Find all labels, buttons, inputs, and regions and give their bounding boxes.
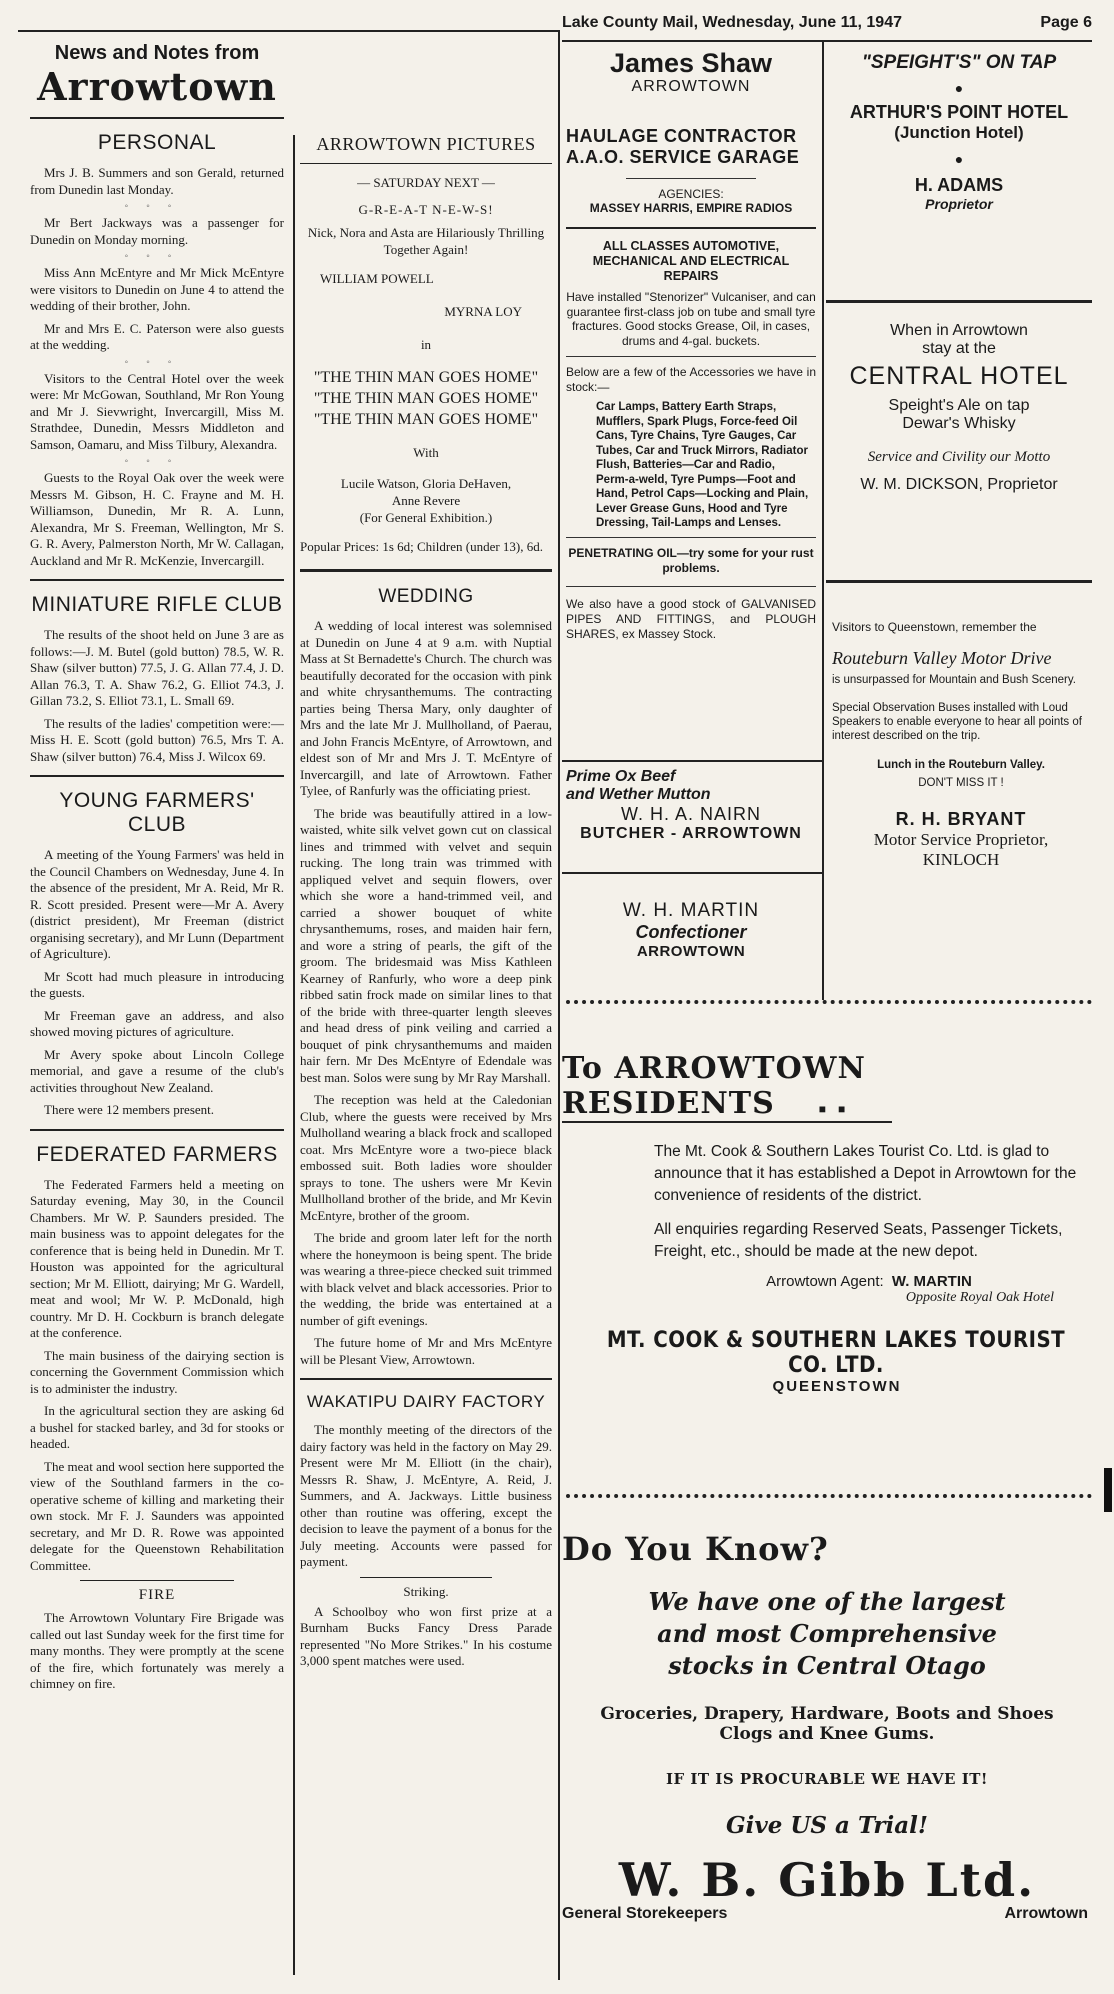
section-rule bbox=[360, 1577, 492, 1578]
masthead bbox=[562, 14, 1092, 40]
central-owner: W. M. DICKSON, Proprietor bbox=[860, 476, 1058, 493]
pictures-cast-1: Lucile Watson, Gloria DeHaven, bbox=[340, 476, 512, 491]
rule bbox=[566, 227, 816, 229]
title-line-1: News and Notes from bbox=[54, 42, 260, 64]
pictures-nick: Nick, Nora and Asta are Hilariously Thrilling Together Again! bbox=[307, 225, 545, 257]
rifle-p1: The results of the shoot held on June 3 are as follows:—J. M. Butel (gold button) 78.5, W. R. Shaw (silver button) 77.5, J. G. Allan 77.4, J. D. Allan 76.3, T. A. Shaw 76.2, G. Elliot 74.3, J. Gillan 73.2, S. Elliot 73.1, L. Small 69. bbox=[30, 627, 284, 708]
pictures-actor-1: WILLIAM POWELL bbox=[320, 271, 434, 286]
routeburn-visitors: Visitors to Queenstown, remember the bbox=[832, 620, 1037, 634]
fire-heading: FIRE bbox=[138, 1587, 176, 1603]
title-line-2: Arrowtown bbox=[37, 64, 277, 109]
shaw-accessories: Car Lamps, Battery Earth Straps, Mufflers, Spark Plugs, Force-feed Oil Cans, Tyre Chains, Tyre Gauges, Car Tubes, Car and Truck Mirrors, Radiator Flush, Batteries—Car and Radio, Perm-a-weld, Tyre Pumps—Foot and Hand, Petrol Caps—Locking and Plain, Lever Grease Guns, Hood and Tyre Dressing, Tail-Lamps and Lenses. bbox=[596, 401, 809, 529]
dairy-p1: The monthly meeting of the directors of the dairy factory was held in the factory on May 29. Present were Mr M. Elliott (in the chair), Messrs R. Shaw, J. McEntyre, A. Reid, J. Summers, and A. Jackways. Little business other than routine was offering, except the decision to leave the payment of a bonus for the July meeting. Accounts were passed for payment. bbox=[300, 1422, 552, 1569]
ornament: ◦◦◦ bbox=[124, 356, 190, 368]
wedding-p2: The bride was beautifully attired in a low-waisted, white silk velvet gown cut on classical lines and trimmed with velvet and sequin rucking. The long train was trimmed with appliqued velvet and sequin flowers, over which she wore a hand-trimmed veil, and carried a shower bouquet of white chrysanthemums, roses, and maiden hair fern, and wore a string of pearls, the gift of the groom. The bridesmaid was Miss Kathleen Kearney of Ranfurly, who wore a deep pink ribbed satin frock made on similar lines to that of the bride with three-quarter length sleeves and head dress of pink veiling and carried a bouquet of pink chrysanthemums and maiden hair fern. Mr Des McEntyre of Edendale was best man. Solos were sung by Mr Ray Marshall. bbox=[300, 805, 552, 1085]
residents-agent-name: W. MARTIN bbox=[891, 1273, 972, 1290]
column-2 bbox=[300, 130, 552, 1986]
shaw-haulage-2: A.A.O. SERVICE GARAGE bbox=[566, 147, 800, 167]
pictures-title-3: "THE THIN MAN GOES HOME" bbox=[313, 411, 539, 428]
pictures-heading: ARROWTOWN PICTURES bbox=[316, 134, 536, 154]
wedding-p3: The reception was held at the Caledonian Club, where the guests were received by Mrs Mulholland wearing a black frock and scalloped coat. Mrs McEntyre wore a two-piece black embossed suit. Both ladies wore shoulder sprays to tone. The ushers were Mr Kevin Mullholland brother of the bride, and Mr Kevin McEntyre, brother of the groom. bbox=[300, 1092, 552, 1223]
nairn-line-1: Prime Ox Beef bbox=[566, 768, 676, 785]
personal-section bbox=[30, 131, 284, 569]
gibb-line-3: stocks in Central Otago bbox=[668, 1651, 986, 1680]
routeburn-role: Motor Service Proprietor, bbox=[873, 830, 1049, 849]
federated-p2: The main business of the dairying section is concerning the Government Commission which is to administer the industry. bbox=[30, 1347, 284, 1396]
section-rule bbox=[300, 569, 552, 572]
pictures-saturday: — SATURDAY NEXT — bbox=[357, 175, 495, 190]
residents-p1: The Mt. Cook & Southern Lakes Tourist Co. Ltd. is glad to announce that it has established a Depot in Arrowtown for the convenience of residents of the district. bbox=[654, 1143, 1077, 1204]
gibb-goods-1: Groceries, Drapery, Hardware, Boots and Shoes bbox=[600, 1704, 1054, 1724]
pictures-actor-2: MYRNA LOY bbox=[444, 304, 522, 319]
hotel1-role: Proprietor bbox=[925, 196, 993, 212]
personal-p4: Mr and Mrs E. C. Paterson were also guests at the wedding. bbox=[30, 320, 284, 352]
shaw-agencies: AGENCIES: bbox=[658, 187, 724, 201]
central-motto: Service and Civility our Motto bbox=[867, 449, 1051, 465]
masthead-paper: Lake County Mail, Wednesday, June 11, 1947 bbox=[562, 14, 902, 31]
farmers-section bbox=[30, 789, 284, 1119]
farmers-p2: Mr Scott had much pleasure in introducing the guests. bbox=[30, 968, 284, 1000]
hotel1-owner: H. ADAMS bbox=[914, 175, 1004, 195]
nairn-name: W. H. A. NAIRN bbox=[620, 804, 762, 824]
gibb-line-2: and most Comprehensive bbox=[657, 1619, 997, 1648]
residents-advert bbox=[562, 1052, 1092, 1492]
rule bbox=[566, 356, 816, 357]
central-ale: Speight's Ale on tap bbox=[888, 397, 1030, 414]
routeburn-name: Routeburn Valley Motor Drive bbox=[832, 648, 1052, 668]
central-whisky: Dewar's Whisky bbox=[902, 415, 1016, 432]
shaw-name: James Shaw bbox=[609, 48, 773, 78]
pictures-cast-2: Anne Revere bbox=[391, 493, 461, 508]
nairn-line-2: and Wether Mutton bbox=[566, 786, 711, 803]
shaw-classes: ALL CLASSES AUTOMOTIVE, MECHANICAL AND ELECTRICAL REPAIRS bbox=[592, 239, 790, 283]
personal-p6: Guests to the Royal Oak over the week were Messrs M. Gibson, H. C. Frayne and M. H. Williamson, Dunedin, Mr R. A. Lunn, Alexandra, Mr S. Freeman, Wellington, Mr S. G. R. Avery, Palmerston North, Mr W. Callagan, Auckland and Mr R. McKenzie, Invercargill. bbox=[30, 470, 284, 568]
col-rule-1 bbox=[293, 135, 295, 1975]
ornament: ◦◦◦ bbox=[124, 251, 190, 262]
ornament: ◦◦◦ bbox=[124, 201, 190, 212]
rule bbox=[566, 537, 816, 538]
residents-agent-row bbox=[654, 1273, 1084, 1290]
shaw-haulage-1: HAULAGE CONTRACTOR bbox=[566, 126, 797, 146]
martin-town: ARROWTOWN bbox=[636, 943, 746, 960]
federated-section bbox=[30, 1143, 284, 1575]
rifle-heading: MINIATURE RIFLE CLUB bbox=[31, 593, 283, 616]
ad-rule bbox=[562, 872, 822, 874]
masthead-rule bbox=[562, 40, 1092, 42]
pictures-title-1: "THE THIN MAN GOES HOME" bbox=[313, 369, 539, 386]
ad-rule bbox=[562, 760, 822, 762]
wedding-p4: The bride and groom later left for the north where the honeymoon is being spent. The bride was wearing a three-piece checked suit trimmed with black velvet and black accessories. Prior to the wedding, the bride was entertained at a number of gift evenings. bbox=[300, 1230, 552, 1328]
gibb-footer bbox=[562, 1905, 1092, 1927]
pictures-title-2: "THE THIN MAN GOES HOME" bbox=[313, 390, 539, 407]
martin-trade: Confectioner bbox=[635, 922, 747, 942]
central-l2: stay at the bbox=[922, 340, 996, 357]
pictures-section bbox=[300, 136, 552, 555]
title-rule bbox=[30, 117, 284, 119]
routeburn-owner: R. H. BRYANT bbox=[895, 809, 1027, 829]
personal-p2: Mr Bert Jackways was a passenger for Dunedin on Monday morning. bbox=[30, 215, 284, 247]
pictures-rule bbox=[300, 163, 552, 164]
fire-p1: The Arrowtown Voluntary Fire Brigade was called out last Sunday week for the first time for many months. They were promptly at the scene of the fire, which fortunately was merely a chimney on fire. bbox=[30, 1610, 284, 1691]
edge-mark bbox=[1104, 1468, 1112, 1512]
section-title bbox=[30, 42, 284, 109]
farmers-p5: There were 12 members present. bbox=[44, 1102, 215, 1117]
nairn-advert bbox=[566, 768, 816, 868]
shaw-below: Below are a few of the Accessories we have in stock:— bbox=[566, 365, 816, 394]
section-rule bbox=[30, 775, 284, 777]
farmers-p3: Mr Freeman gave an address, and also showed moving pictures of agriculture. bbox=[30, 1007, 284, 1039]
hotel1-name: ARTHUR'S POINT HOTEL bbox=[849, 102, 1069, 122]
farmers-heading: YOUNG FARMERS' CLUB bbox=[59, 789, 255, 836]
ad-rule bbox=[826, 300, 1092, 303]
pictures-exhibition: (For General Exhibition.) bbox=[359, 510, 493, 525]
bullet-icon: ● bbox=[954, 151, 964, 167]
central-hotel-advert bbox=[828, 322, 1090, 562]
hotel1-sub: (Junction Hotel) bbox=[894, 123, 1024, 142]
masthead-page: Page 6 bbox=[1040, 14, 1092, 31]
top-rule-left bbox=[18, 30, 558, 32]
gibb-line-1: We have one of the largest bbox=[648, 1587, 1006, 1616]
striking-section bbox=[300, 1584, 552, 1670]
residents-opposite: Opposite Royal Oak Hotel bbox=[905, 1290, 1054, 1305]
personal-p3: Miss Ann McEntyre and Mr Mick McEntyre were visitors to Dunedin on June 4 to attend the wedding of their brother, John. bbox=[30, 265, 284, 313]
dairy-section bbox=[300, 1392, 552, 1571]
routeburn-special: Special Observation Buses installed with Loud Speakers to enable everyone to hear all points of interest described on the trip. bbox=[832, 702, 1082, 742]
arthurs-point-advert bbox=[828, 52, 1090, 292]
personal-p1: Mrs J. B. Summers and son Gerald, returned from Dunedin last Monday. bbox=[30, 165, 284, 197]
rifle-p2: The results of the ladies' competition were:—Miss H. E. Scott (gold button) 76.5, Mrs T. A. Shaw (silver button) 76.4, Miss J. Wilcox 69. bbox=[30, 715, 284, 764]
federated-p3: In the agricultural section they are asking 6d a bushel for stacked barley, and 3d for stooks or headed. bbox=[30, 1403, 284, 1451]
central-l1: When in Arrowtown bbox=[890, 322, 1028, 339]
residents-agent-label: Arrowtown Agent: bbox=[766, 1273, 884, 1290]
residents-queenstown: QUEENSTOWN bbox=[772, 1378, 902, 1395]
gibb-procurable: IF IT IS PROCURABLE WE HAVE IT! bbox=[666, 1770, 988, 1788]
hotel1-tap: "SPEIGHT'S" ON TAP bbox=[861, 52, 1057, 73]
striking-p1: A Schoolboy who won first prize at a Burnham Bucks Fancy Dress Parade represented "No More Strikes." In his costume 3,000 spent matches were used. bbox=[300, 1603, 552, 1668]
shaw-penetrating: PENETRATING OIL—try some for your rust problems. bbox=[568, 545, 814, 575]
personal-heading: PERSONAL bbox=[97, 131, 217, 154]
col-rule-3 bbox=[822, 40, 824, 1000]
gibb-trial: Give US a Trial! bbox=[725, 1812, 928, 1839]
gibb-advert bbox=[562, 1530, 1092, 1985]
pictures-great: G-R-E-A-T N-E-W-S! bbox=[358, 202, 494, 217]
dairy-heading: WAKATIPU DAIRY FACTORY bbox=[306, 1392, 546, 1411]
residents-p2: All enquiries regarding Reserved Seats, Passenger Tickets, Freight, etc., should be made at the new depot. bbox=[654, 1221, 1063, 1260]
rule bbox=[626, 178, 756, 179]
striking-heading: Striking. bbox=[403, 1583, 449, 1599]
farmers-p4: Mr Avery spoke about Lincoln College memorial, and gave a resume of the club's activities throughout New Zealand. bbox=[30, 1046, 284, 1095]
residents-heading-1: To ARROWTOWN bbox=[562, 1052, 866, 1086]
routeburn-unsurpassed: is unsurpassed for Mountain and Bush Scenery. bbox=[832, 674, 1076, 686]
residents-heading-2: RESIDENTS bbox=[562, 1086, 775, 1121]
ornament: ◦◦◦ bbox=[124, 456, 190, 467]
section-rule bbox=[80, 1580, 234, 1581]
routeburn-place: KINLOCH bbox=[922, 850, 1000, 869]
shaw-town: ARROWTOWN bbox=[631, 78, 751, 95]
dotted-border bbox=[566, 1000, 1092, 1004]
martin-advert bbox=[566, 900, 816, 990]
column-1 bbox=[30, 42, 284, 1986]
federated-heading: FEDERATED FARMERS bbox=[36, 1142, 278, 1166]
residents-heading-2-row bbox=[562, 1086, 892, 1123]
routeburn-miss: DON'T MISS IT ! bbox=[918, 777, 1004, 789]
pictures-with: With bbox=[413, 445, 439, 460]
federated-p1: The Federated Farmers held a meeting on Saturday evening, May 30, in the Council Chambers. Mr W. P. Saunders presided. The main business was to appoint delegates for the conference that is being held in Dunedin. Mr T. Houston was appointed for the agricultural section; Mr M. Elliott, dairying; Mr G. Wardell, meat and wool; Mr W. P. McDonald, high country. Mr D. H. Cockburn is branch delegate at the conference. bbox=[30, 1176, 284, 1340]
personal-p5: Visitors to the Central Hotel over the week were: Mr McGowan, Southland, Mr Ron Young and Mr J. Sievwright, Invercargill, Miss M. Strathdee, Dunedin, Messrs Middleton and Samson, Oamaru, and Miss Tilbury, Alexandra. bbox=[30, 370, 284, 452]
shaw-galvanised: We also have a good stock of GALVANISED PIPES AND FITTINGS, and PLOUGH SHARES, ex Massey Stock. bbox=[566, 596, 816, 641]
martin-name: W. H. MARTIN bbox=[622, 900, 760, 921]
wedding-heading: WEDDING bbox=[378, 586, 474, 607]
section-rule bbox=[300, 1378, 552, 1380]
col-rule-2 bbox=[558, 30, 560, 1980]
wedding-p1: A wedding of local interest was solemnised at Dunedin on June 4 at 9 a.m. with Nuptial Mass at St Bernadette's Church. The church was beautifully decorated for the occasion with pink and white chrysanthemums. The contracting parties being Thersa Mary, only daughter of Mrs and the late Mr J. Mullholland, of Paerau, and John Francis McEntyre, of Arrowtown, and eldest son of Mr and Mrs J. T. McEntyre of Invercargill, and late of Arrowtown. Father Tylee, of Ranfurly was the officiating priest. bbox=[300, 618, 552, 798]
wedding-p5: The future home of Mr and Mrs McEntyre will be Plesant View, Arrowtown. bbox=[300, 1335, 552, 1367]
section-rule bbox=[30, 579, 284, 581]
dotted-border bbox=[566, 1494, 1092, 1498]
gibb-town: Arrowtown bbox=[1004, 1905, 1088, 1922]
wedding-section bbox=[300, 586, 552, 1368]
bullet-icon: ● bbox=[954, 80, 964, 96]
nairn-trade: BUTCHER - ARROWTOWN bbox=[580, 825, 802, 842]
routeburn-advert bbox=[832, 620, 1090, 990]
central-name: CENTRAL HOTEL bbox=[849, 362, 1069, 390]
rule bbox=[566, 586, 816, 587]
ad-rule bbox=[826, 580, 1092, 583]
federated-p4: The meat and wool section here supported the view of the Southland farmers in the co-operative scheme of killing and marketing their own stock. Mr F. J. Saunders was appointed secretary, and Mr D. R. Rowe was appointed delegate for the Queenstown Rehabilitation Committee. bbox=[30, 1458, 284, 1573]
gibb-name: W. B. Gibb Ltd. bbox=[618, 1853, 1036, 1907]
shaw-installed: Have installed "Stenorizer" Vulcaniser, and can guarantee first-class job on tube and small tyre fractures. Good stocks Grease, Oil, in cases, drums and 4-gal. buckets. bbox=[566, 290, 816, 348]
pictures-prices: Popular Prices: 1s 6d; Children (under 13), 6d. bbox=[300, 539, 543, 554]
routeburn-lunch: Lunch in the Routeburn Valley. bbox=[877, 759, 1045, 771]
section-rule bbox=[30, 1129, 284, 1131]
fire-section bbox=[30, 1587, 284, 1693]
gibb-heading: Do You Know? bbox=[562, 1530, 829, 1568]
bullet-icon: ■ ■ bbox=[818, 1102, 846, 1116]
residents-company: MT. COOK & SOUTHERN LAKES TOURIST CO. LTD. bbox=[606, 1328, 1066, 1378]
rifle-section bbox=[30, 593, 284, 765]
gibb-trade: General Storekeepers bbox=[562, 1905, 728, 1922]
farmers-p1: A meeting of the Young Farmers' was held in the Council Chambers on Wednesday, June 4. In the absence of the president, Mr A. Reid, Mr R. R. Scott presided. Present were—Mr A. Avery (district president), Mr Freeman (district organising secretary), and Mr Lunn (Department of Agriculture). bbox=[30, 847, 284, 961]
pictures-in: in bbox=[420, 337, 432, 352]
shaw-agencies-list: MASSEY HARRIS, EMPIRE RADIOS bbox=[589, 201, 793, 215]
shaw-advert bbox=[566, 48, 816, 768]
gibb-goods-2: Clogs and Knee Gums. bbox=[719, 1724, 935, 1744]
